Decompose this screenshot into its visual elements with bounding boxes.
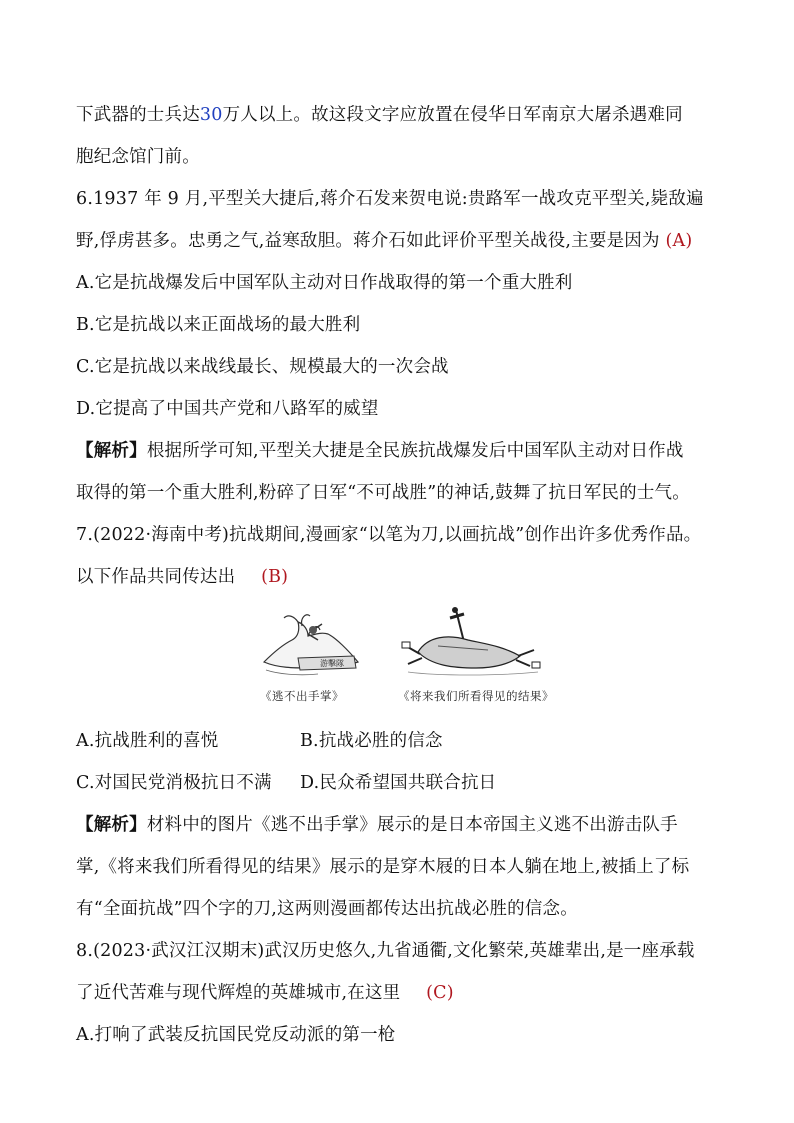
- q6-option-d: D.它提高了中国共产党和八路军的威望: [76, 399, 379, 419]
- q7-option-a: A.抗战胜利的喜悦: [76, 731, 219, 751]
- caption-left: 《逃不出手掌》: [260, 689, 344, 703]
- q7-cartoon-figure: [252, 610, 552, 710]
- q7-options-row-2: [76, 771, 724, 795]
- q7-analysis-tag: 【解析】: [76, 815, 147, 835]
- q6-option-a: A.它是抗战爆发后中国军队主动对日作战取得的第一个重大胜利: [76, 273, 573, 293]
- q7-answer: (B): [261, 567, 289, 587]
- q7-stem-line-1: 7.(2022·海南中考)抗战期间,漫画家“以笔为刀,以画抗战”创作出许多优秀作品。: [76, 525, 702, 545]
- q6-stem-line-1: 6.1937 年 9 月,平型关大捷后,蒋介石发来贺电说:贵路军一战攻克平型关,毙敌遍: [76, 189, 704, 209]
- q8-stem-line-2: [76, 981, 724, 1005]
- intro-text-a: 下武器的士兵达: [76, 105, 200, 125]
- q7-options-row-1: [76, 729, 724, 753]
- q8-stem-text: 了近代苦难与现代辉煌的英雄城市,在这里: [76, 983, 401, 1003]
- q7-analysis-line-1: [76, 813, 724, 837]
- band-text: 游擊隊: [320, 659, 344, 668]
- q7-option-b: B.抗战必胜的信念: [300, 731, 443, 751]
- caption-right: 《将来我们所看得见的结果》: [398, 689, 554, 703]
- q6-option-b: B.它是抗战以来正面战场的最大胜利: [76, 315, 361, 335]
- q7-stem-text: 以下作品共同传达出: [76, 567, 236, 587]
- hand-cartoon-illustration: [258, 610, 378, 684]
- q6-analysis-tag: 【解析】: [76, 441, 147, 461]
- q8-option-a: A.打响了武装反抗国民党反动派的第一枪: [76, 1025, 396, 1045]
- q6-analysis-line-1: [76, 439, 724, 463]
- intro-line-2: 胞纪念馆门前。: [76, 147, 200, 167]
- q7-option-d: D.民众希望国共联合抗日: [300, 773, 497, 793]
- q7-option-c: C.对国民党消极抗日不满: [76, 773, 272, 793]
- q6-answer: (A): [665, 231, 693, 251]
- q6-stem-line-2: [76, 229, 724, 253]
- q7-stem-line-2: [76, 565, 724, 589]
- q6-option-c: C.它是抗战以来战线最长、规模最大的一次会战: [76, 357, 449, 377]
- q6-stem-text: 野,俘虏甚多。忠勇之气,益寒敌胆。蒋介石如此评价平型关战役,主要是因为: [76, 231, 660, 251]
- q8-stem-line-1: 8.(2023·武汉江汉期末)武汉历史悠久,九省通衢,文化繁荣,英雄辈出,是一座承载: [76, 941, 695, 961]
- intro-line-1: [76, 103, 724, 127]
- q6-analysis-text: 根据所学可知,平型关大捷是全民族抗战爆发后中国军队主动对日作战: [146, 441, 684, 461]
- q8-answer: (C): [426, 983, 454, 1003]
- sword-cartoon-illustration: [398, 606, 548, 682]
- q6-analysis-line-2: 取得的第一个重大胜利,粉碎了日军“不可战胜”的神话,鼓舞了抗日军民的士气。: [76, 483, 690, 503]
- q7-analysis-line-3: 有“全面抗战”四个字的刀,这两则漫画都传达出抗战必胜的信念。: [76, 899, 578, 919]
- q7-analysis-text: 材料中的图片《逃不出手掌》展示的是日本帝国主义逃不出游击队手: [146, 815, 678, 835]
- q7-analysis-line-2: 掌,《将来我们所看得见的结果》展示的是穿木屐的日本人躺在地上,被插上了标: [76, 857, 690, 877]
- intro-number: 30: [199, 105, 223, 125]
- intro-text-b: 万人以上。故这段文字应放置在侵华日军南京大屠杀遇难同: [222, 105, 683, 125]
